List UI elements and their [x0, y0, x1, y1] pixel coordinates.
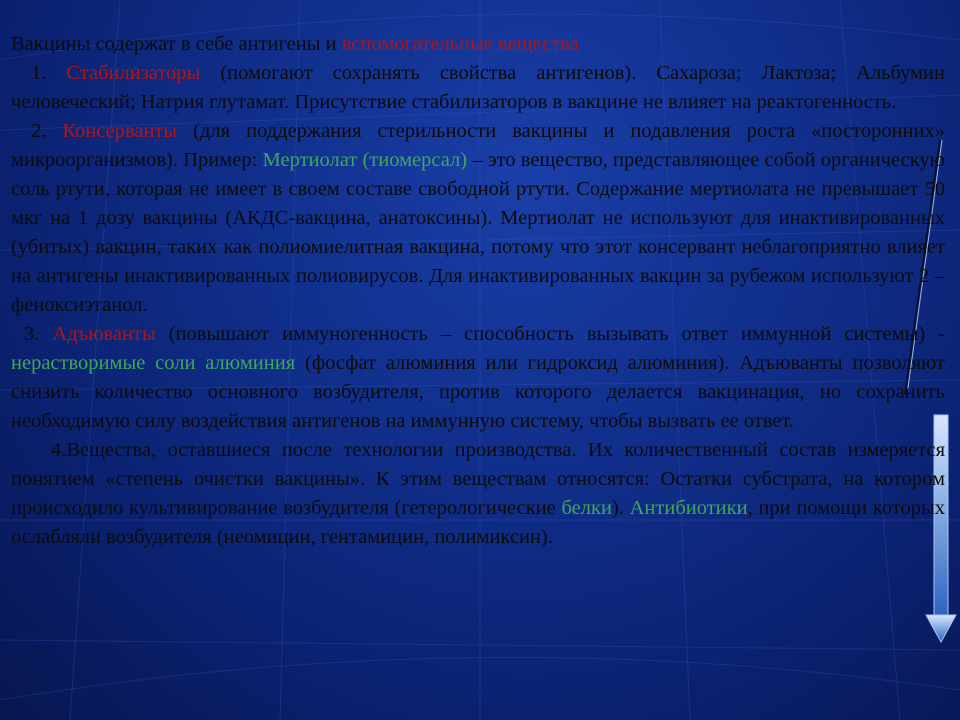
- term-preservatives: Консерванты: [62, 120, 178, 142]
- content: [11, 30, 945, 552]
- term-proteins: белки: [561, 497, 612, 519]
- title-highlight: вспомогательные вещества: [341, 33, 579, 55]
- slide-title: Вакцины содержат в себе антигены и вспомогательные вещества: [11, 33, 579, 55]
- term-adjuvants: Адъюванты: [52, 323, 156, 345]
- example-aluminium-salts: нерастворимые соли алюминия: [11, 352, 296, 374]
- example-thiomersal: Мертиолат (тиомерсал): [262, 149, 468, 171]
- item-residuals: 4.Вещества, оставшиеся после технологии производства. Их количественный состав измеряется понятием «степень очистки вакцины». К этим веществам относятся: Остатки субстрата, на котором происходило культивирование возбудителя (гетерологические белки). Антибиотики, при помощи которых ослабляли возбудителя (неомицин, гентамицин, полимиксин).: [11, 439, 945, 548]
- item-stabilizers: 1. Стабилизаторы (помогают сохранять свойства антигенов). Сахароза; Лактоза; Альбумин человеческий; Натрия глутамат. Присутствие стабилизаторов в вакцине не влияет на реактогенность.: [11, 62, 945, 113]
- term-antibiotics: Антибиотики: [629, 497, 748, 519]
- term-stabilizers: Стабилизаторы: [66, 62, 201, 84]
- item-preservatives: 2. Консерванты (для поддержания стерильности вакцины и подавления роста «посторонних» микроорганизмов). Пример: Мертиолат (тиомерсал) – это вещество, представляющее собой органическую соль ртути, которая не имеет в своем составе свободной ртути. Содержание мертиолата не превышает 50 мкг на 1 дозу вакцины (АКДС-вакцина, анатоксины). Мертиолат не используют для инактивированных (убитых) вакцин, таких как полиомиелитная вакцина, потому что этот консервант неблагоприятно влияет на антигены инактивированных полиовирусов. Для инактивированных вакцин за рубежом используют 2 – феноксиэтанол.: [11, 120, 945, 316]
- item-adjuvants: 3. Адъюванты (повышают иммуногенность – способность вызывать ответ иммунной системы) - нерастворимые соли алюминия (фосфат алюминия или гидроксид алюминия). Адъюванты позволяют снизить количество основного возбудителя, против которого делается вакцинация, но сохранить необходимую силу воздействия антигенов на иммунную систему, чтобы вызвать ее ответ.: [11, 323, 945, 432]
